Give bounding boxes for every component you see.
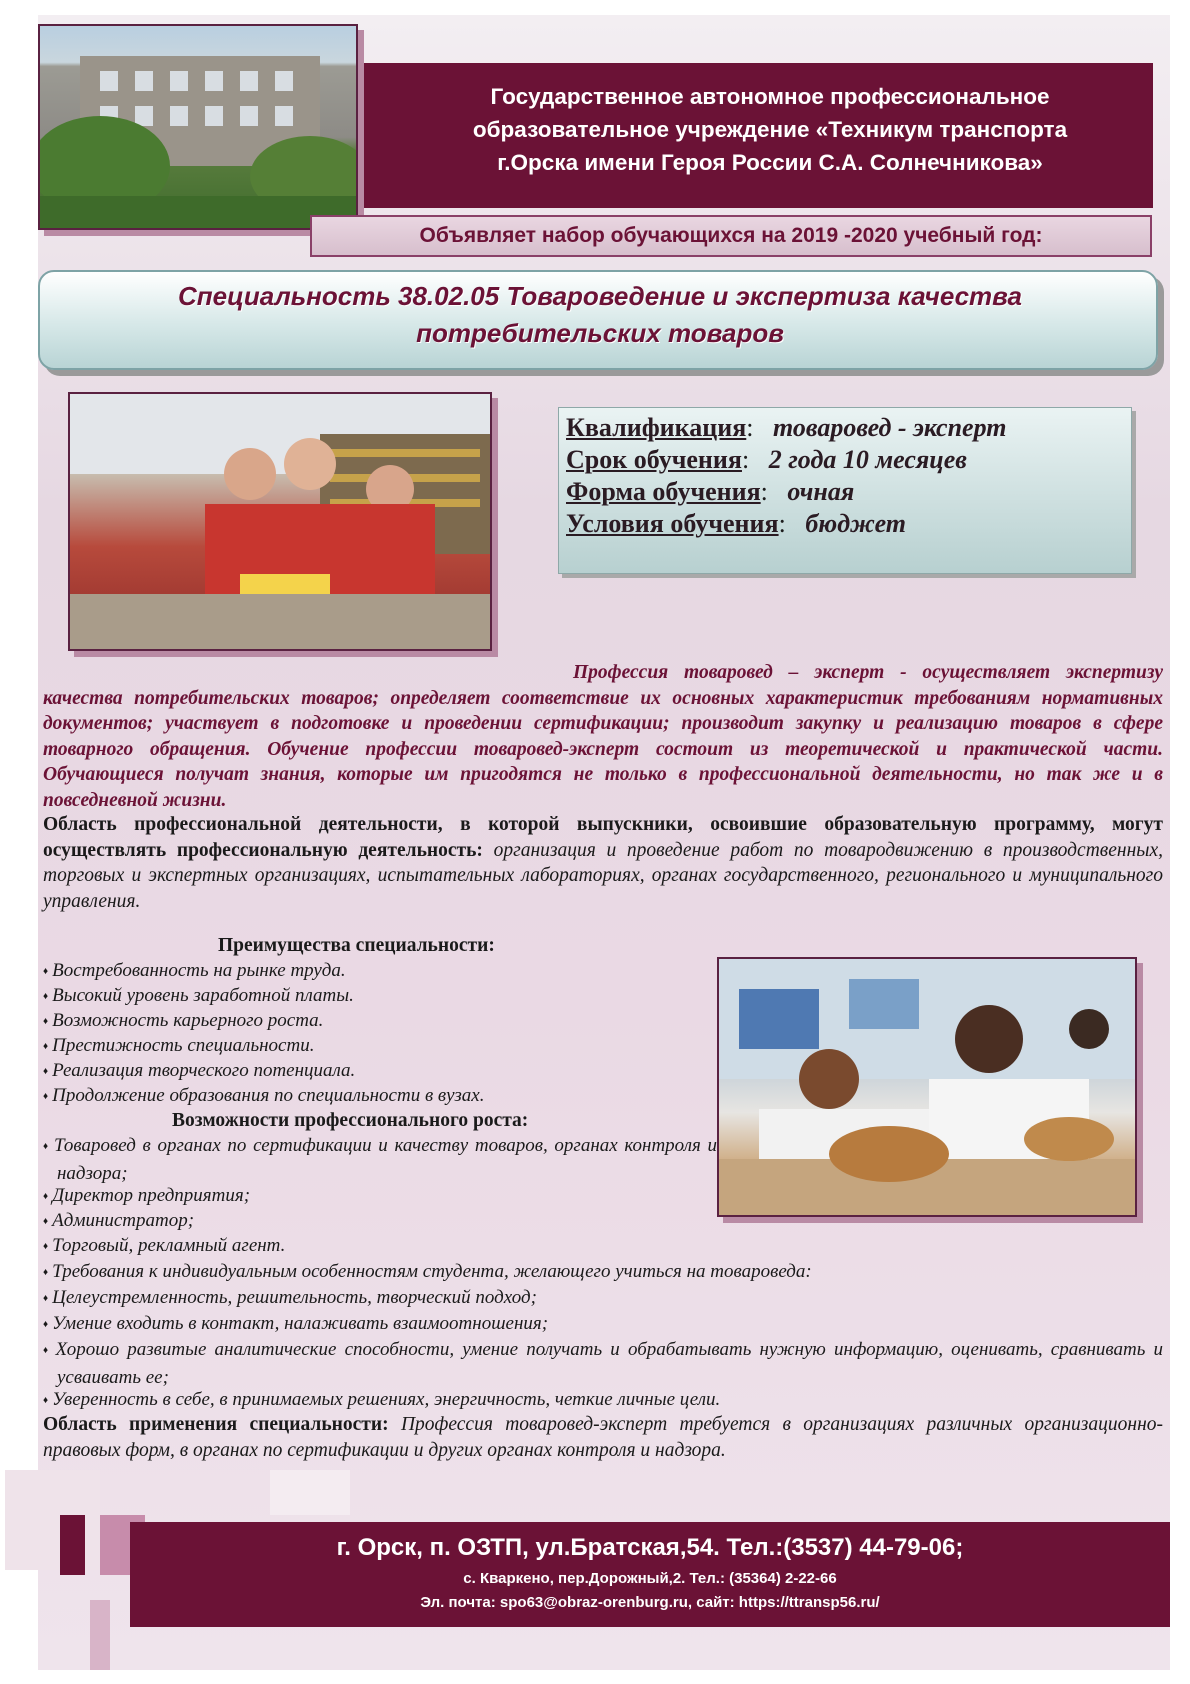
duration-value: 2 года 10 месяцев bbox=[768, 445, 967, 474]
header-title-line: г.Орска имени Героя России С.А. Солнечникова» bbox=[497, 150, 1043, 175]
header-title bbox=[410, 80, 1130, 179]
college-building-photo bbox=[38, 24, 358, 230]
duration-row: Срок обучения: 2 года 10 месяцев bbox=[566, 445, 967, 474]
conditions-label: Условия обучения bbox=[566, 509, 779, 538]
growth-item: ♦ Умение входить в контакт, налаживать взаимоотношения; bbox=[43, 1311, 548, 1339]
growth-title: Возможности профессионального роста: bbox=[172, 1110, 529, 1131]
growth-item: ♦ Хорошо развитые аналитические способности, умение получать и обрабатывать нужную информацию, оценивать, сравнивать и усваивать ее; bbox=[43, 1337, 1163, 1390]
profession-description: Профессия товаровед – эксперт - осуществляет экспертизу качества потребительских товаров; определяет соответствие их основных характеристик требованиям нормативных документов; участвует в подготовке и проведении сертификации; производит закупку и реализацию товаров в сфере товарного обращения. Обучение профессии товаровед-эксперт состоит из теоретической и практической части. Обучающиеся получат знания, которые им пригодятся не только в профессиональной деятельности, но так же и в повседневной жизни. bbox=[43, 662, 1163, 811]
advantages-title: Преимущества специальности: bbox=[218, 935, 495, 956]
store-students-photo bbox=[68, 392, 492, 651]
specialty-title-line: Специальность 38.02.05 Товароведение и экспертиза качества bbox=[178, 281, 1022, 311]
duration-label: Срок обучения bbox=[566, 445, 742, 474]
growth-item: ♦ Товаровед в органах по сертификации и качеству товаров, органах контроля и надзора; bbox=[43, 1133, 717, 1186]
advantage-item: ♦ Реализация творческого потенциала. bbox=[43, 1058, 355, 1086]
advantage-item: ♦ Востребованность на рынке труда. bbox=[43, 958, 346, 986]
advantage-item: ♦ Высокий уровень заработной платы. bbox=[43, 983, 354, 1011]
specialty-title-line: потребительских товаров bbox=[416, 318, 784, 348]
header-title-line: Государственное автономное профессиональное bbox=[490, 84, 1050, 109]
form-value: очная bbox=[787, 477, 855, 506]
form-label: Форма обучения bbox=[566, 477, 761, 506]
growth-item: ♦ Уверенность в себе, в принимаемых решениях, энергичность, четкие личные цели. bbox=[43, 1387, 720, 1415]
growth-item: ♦ Директор предприятия; bbox=[43, 1183, 250, 1211]
building-illustration bbox=[40, 26, 356, 228]
footer-address-orsk: г. Орск, п. ОЗТП, ул.Братская,54. Тел.:(3537) 44-79-06; bbox=[336, 1534, 964, 1561]
growth-item: ♦ Требования к индивидуальным особенностям студента, желающего учиться на товароведа: bbox=[43, 1259, 812, 1287]
qualification-row: Квалификация: товаровед - эксперт bbox=[566, 413, 1007, 442]
form-row: Форма обучения: очная bbox=[566, 477, 855, 506]
conditions-value: бюджет bbox=[805, 509, 907, 538]
activity-paragraph bbox=[43, 812, 1163, 914]
advantage-item: ♦ Возможность карьерного роста. bbox=[43, 1008, 323, 1036]
classroom-illustration bbox=[719, 959, 1135, 1215]
activity-text: организация и проведение работ по товародвижению в производственных, торговых и экспертных организациях, испытательных лабораториях, органах государственного, регионального и муниципального управления. bbox=[43, 839, 1163, 912]
qualification-label: Квалификация bbox=[566, 413, 747, 442]
application-paragraph bbox=[43, 1412, 1163, 1463]
growth-item: ♦ Целеустремленность, решительность, творческий подход; bbox=[43, 1285, 537, 1313]
decor-square bbox=[60, 1515, 85, 1575]
application-lead: Область применения специальности: bbox=[43, 1414, 389, 1435]
growth-item: ♦ Торговый, рекламный агент. bbox=[43, 1233, 285, 1261]
application-text: Профессия товаровед-эксперт требуется в организациях различных организационно-правовых форм, в органах по сертификации и других органах контроля и надзора. bbox=[43, 1414, 1163, 1461]
specialty-title bbox=[60, 278, 1140, 352]
footer-address-kvarkeno: с. Кваркено, пер.Дорожный,2. Тел.: (35364) 2-22-66 bbox=[463, 1570, 837, 1587]
conditions-row: Условия обучения: бюджет bbox=[566, 509, 907, 538]
footer-contacts: Эл. почта: spo63@obraz-orenburg.ru, сайт: https://ttransp56.ru/ bbox=[420, 1594, 880, 1611]
header-title-line: образовательное учреждение «Техникум транспорта bbox=[472, 117, 1068, 142]
classroom-students-photo bbox=[717, 957, 1137, 1217]
advantage-item: ♦ Продолжение образования по специальности в вузах. bbox=[43, 1083, 484, 1111]
announcement-banner: Объявляет набор обучающихся на 2019 -2020 учебный год: bbox=[310, 215, 1152, 257]
store-illustration bbox=[70, 394, 490, 649]
growth-item: ♦ Администратор; bbox=[43, 1208, 194, 1236]
advantage-item: ♦ Престижность специальности. bbox=[43, 1033, 314, 1061]
qualification-value: товаровед - эксперт bbox=[773, 413, 1007, 442]
decor-square bbox=[5, 1470, 100, 1570]
activity-lead: Область профессиональной деятельности, в которой выпускники, освоившие образовательную программу, могут осуществлять профессиональную деятельность: bbox=[43, 814, 1163, 861]
decor-square bbox=[270, 1470, 350, 1515]
decor-square bbox=[90, 1600, 110, 1670]
